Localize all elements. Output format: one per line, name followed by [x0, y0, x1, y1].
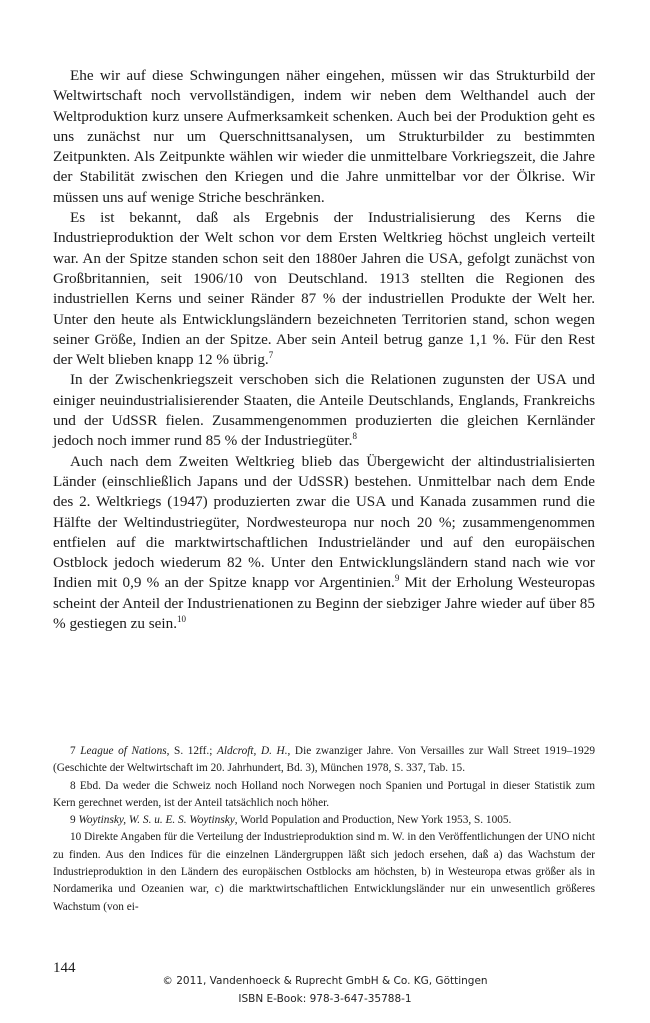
paragraph-3-text: In der Zwischenkriegszeit verschoben sich die Relationen zugunsten der USA und einiger neuindustrialisierender Staaten, die Anteile Deutschlands, Englands, Frankreichs und der UdSSR fielen. Zusammengenommen produzierten die gleichen Kernländer jedoch noch immer rund 85 % der Industriegüter.: [53, 371, 595, 450]
footnote-ref-8[interactable]: 8: [352, 431, 357, 442]
paragraph-2-text: Es ist bekannt, daß als Ergebnis der Industrialisierung des Kerns die Industrieproduktion der Welt schon vor dem Ersten Weltkrieg höchst ungleich verteilt war. An der Spitze standen schon seit den 1880er Jahren die USA, gefolgt zunächst von Großbritannien, seit 1906/10 von Deutschland. 1913 stellten die Regionen des industriellen Kerns und seiner Ränder 87 % der industriellen Produkte der Welt her. Unter den heute als Entwicklungsländern bezeichneten Territorien stand, schon wegen seiner Größe, Indien an der Spitze. Aber sein Anteil betrug ganze 1,1 %. Für den Rest der Welt blieben knapp 12 % übrig.: [53, 209, 595, 369]
footnote-7-author-2: Aldcroft, D. H.: [216, 745, 288, 757]
footnote-ref-9[interactable]: 9: [394, 573, 400, 584]
copyright-line: © 2011, Vandenhoeck & Ruprecht GmbH & Co. KG, Göttingen: [162, 975, 488, 987]
paragraph-4: [53, 452, 595, 635]
paragraph-4-text: Auch nach dem Zweiten Weltkrieg blieb das Übergewicht der altindustrialisierten Länder (einschließlich Japans und der UdSSR) bestehen. Unmittelbar nach dem Ende des 2. Weltkriegs (1947) produzierten zwar die USA und Kanada zusammen rund die Hälfte der Weltindustriegüter, Nordwesteuropa nur noch 20 %; zusammengenommen entfielen auf die marktwirtschaftlichen Industrieländer und auf den europäischen Ostblock jedoch wiederum 82 %. Unter den Entwicklungsländern stand nach wie vor Indien mit 0,9 % an der Spitze knapp vor Argentinien.: [53, 452, 595, 592]
paragraph-3: [53, 370, 595, 451]
footnote-7-text-a: , S. 12ff.;: [166, 745, 217, 757]
footnote-7-number: 7: [70, 745, 76, 757]
footnote-10: 10 Direkte Angaben für die Verteilung der Industrieproduktion sind m. W. in den Veröffentlichungen der UNO nicht zu finden. Aus den Indices für die einzelnen Ländergruppen läßt sich jedoch ersehen, daß a) das Wachstum der Industrieproduktion in den Ländern des europäischen Ostblocks am höchsten, b) in Westeuropa etwas größer als in Nordamerika und Ozeanien war, c) die marktwirtschaftlichen Entwicklungsländer nur ein unwesentlich größeres Wachstum (von ei-: [53, 831, 595, 913]
footnote-9: [53, 812, 595, 829]
isbn-line: ISBN E-Book: 978-3-647-35788-1: [238, 993, 412, 1005]
footnote-9-author: Woytinsky, W. S. u. E. S. Woytinsky: [78, 814, 235, 827]
footnote-7: [53, 743, 595, 778]
page-number: 144: [53, 960, 76, 976]
paragraph-1-text: Ehe wir auf diese Schwingungen näher eingehen, müssen wir das Strukturbild der Weltwirtschaft noch vervollständigen, indem wir neben dem Welthandel auch der Weltproduktion kurz unsere Aufmerksamkeit schenken. Auch bei der Produktion geht es uns zunächst nur um Querschnittsanalysen, um Strukturbilder zu bestimmten Zeitpunkten. Als Zeitpunkte wählen wir wieder die unmittelbare Vorkriegszeit, die Jahre der Stabilität zwischen den Kriegen und die Jahre unmittelbar vor der Ölkrise. Wir müssen uns auf wenige Striche beschränken.: [53, 67, 595, 206]
paragraph-2: [53, 208, 595, 370]
footnote-8: 8 Ebd. Da weder die Schweiz noch Holland noch Norwegen noch Spanien und Portugal in dieser Statistik zum Kern gerechnet werden, ist der Anteil tatsächlich noch höher.: [53, 779, 595, 809]
paragraph-4-text-cont: Mit der Erholung Westeuropas scheint der Anteil der Industrienationen zu Beginn der siebziger Jahre wieder auf über 85 % gestiegen zu sein.: [53, 574, 595, 633]
footnote-9-text: , World Population and Production, New York 1953, S. 1005.: [234, 814, 512, 827]
paragraph-1: [53, 66, 595, 208]
footnote-9-number: 9: [70, 814, 76, 827]
footnote-7-text-b: , Die zwanziger Jahre. Von Versailles zur Wall Street 1919–1929 (Geschichte der Weltwirtschaft im 20. Jahrhundert, Bd. 3), München 1978, S. 337, Tab. 15.: [53, 745, 596, 775]
footnotes: [53, 743, 595, 916]
footnote-7-author: League of Nations: [80, 745, 167, 757]
main-text: [53, 66, 595, 634]
footnote-ref-10[interactable]: 10: [177, 613, 186, 624]
footnote-ref-7[interactable]: 7: [268, 350, 274, 361]
